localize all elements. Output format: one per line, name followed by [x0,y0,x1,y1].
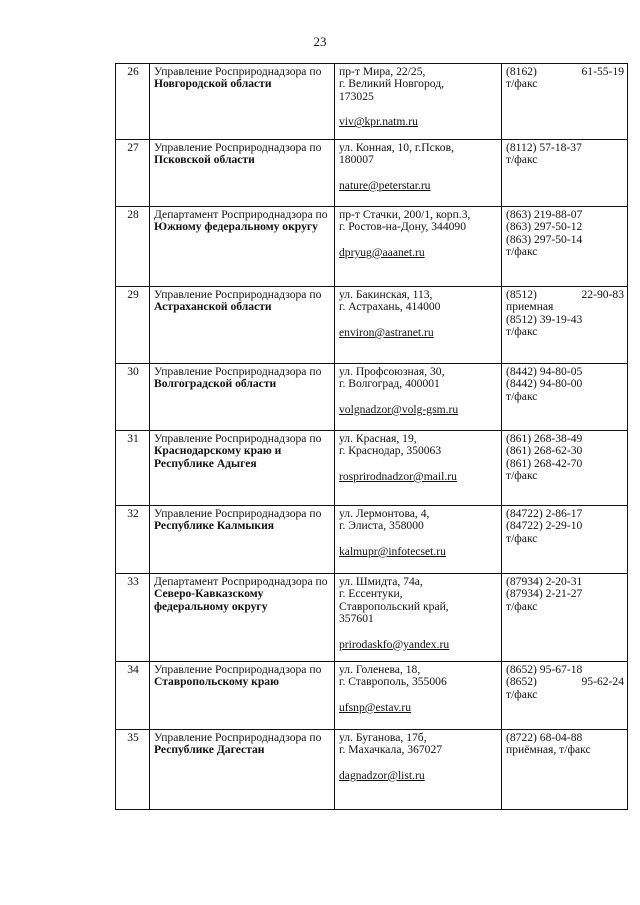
agency-name-connector: Росприроднадзора по [221,208,328,221]
phone-line: т/факс [506,599,538,613]
agency-name-connector: по [309,507,322,520]
address-cell [335,506,502,574]
address-line: ул. Голенева, 18, [339,663,421,676]
agency-name-cell [150,64,335,140]
email-link[interactable]: ufsnp@estav.ru [339,700,412,714]
row-number: 31 [116,431,150,506]
phone-number: 22-90-83 [581,288,624,301]
agency-name-cell [150,506,335,574]
email-link[interactable]: prirodaskfo@yandex.ru [339,637,450,651]
phone-line: т/факс [506,531,538,545]
agency-name-prefix: Управление Росприроднадзора [154,288,307,301]
address-cell [335,64,502,140]
phone-cell [502,431,628,506]
agency-name-connector: по [309,365,322,378]
address-line: ул. Бакинская, 113, [339,288,433,301]
phone-line: (861) 268-38-49 [506,432,583,445]
address-line: 180007 [339,153,374,167]
address-line: ул. Конная, 10, г.Псков, [339,141,454,154]
address-line: пр-т Стачки, 200/1, корп.3, [339,208,471,221]
phone-number: 95-62-24 [581,675,624,689]
email-link[interactable]: environ@astranet.ru [339,325,434,339]
table-row [116,506,628,574]
phone-line: (861) 268-62-30 [506,444,583,458]
agency-table [115,63,628,810]
address-line: г. Ставрополь, 355006 [339,675,447,689]
table-row [116,662,628,730]
email-link[interactable]: kalmupr@infotecset.ru [339,544,446,558]
phone-number: 61-55-19 [581,65,624,78]
phone-line: (84722) 2-29-10 [506,519,583,533]
page-number: 23 [313,34,327,49]
row-number: 34 [116,662,150,730]
table-row [116,431,628,506]
table-row [116,140,628,207]
table-row [116,207,628,287]
agency-name-cell [150,574,335,662]
agency-name-connector: по [309,663,322,676]
phone-line: т/факс [506,469,538,483]
phone-line: (87934) 2-20-31 [506,575,583,588]
agency-name-connector: по [309,65,322,78]
row-number: 30 [116,364,150,431]
agency-name-prefix: Департамент [154,208,219,221]
phone-line: (8512) 39-19-43 [506,312,583,326]
email-link[interactable]: nature@peterstar.ru [339,178,431,192]
phone-cell [502,64,628,140]
phone-code: (8652) [506,675,537,689]
agency-region: Новгородской области [154,77,272,91]
phone-cell [502,207,628,287]
phone-line: приемная [506,300,554,314]
agency-name-prefix: Управление Росприроднадзора [154,141,307,154]
address-line: г. Краснодар, 350063 [339,444,442,458]
table-row [116,730,628,810]
phone-cell [502,506,628,574]
phone-line: т/факс [506,153,538,167]
phone-line: т/факс [506,325,538,339]
agency-name-prefix: Управление Росприроднадзора [154,365,307,378]
phone-line: (8722) 68-04-88 [506,731,583,744]
phone-cell [502,140,628,207]
agency-name-connector: по [309,141,322,154]
phone-line: (8442) 94-80-05 [506,365,583,378]
row-number: 29 [116,287,150,364]
phone-line [506,676,624,688]
agency-region: Волгоградской области [154,377,277,391]
phone-line: (87934) 2-21-27 [506,587,583,601]
agency-name-prefix: Управление Росприроднадзора [154,65,307,78]
agency-name-cell [150,662,335,730]
address-line: ул. Красная, 19, [339,432,417,445]
address-line: 173025 [339,89,374,103]
table-row [116,64,628,140]
address-line: г. Волгоград, 400001 [339,377,440,391]
agency-name-connector: по [309,731,322,744]
agency-region: Ставропольскому краю [154,675,279,689]
table-row [116,287,628,364]
phone-line: т/факс [506,77,538,91]
row-number: 27 [116,140,150,207]
agency-name-prefix: Департамент Росприроднадзора [154,575,313,588]
address-line: 357601 [339,612,374,626]
agency-name-cell [150,364,335,431]
phone-code: (8162) [506,65,537,78]
address-line: г. Ростов-на-Дону, 344090 [339,220,467,234]
agency-name-prefix: Управление Росприроднадзора [154,507,307,520]
agency-name-cell [150,207,335,287]
agency-region: Северо-Кавказскому федеральному округу [154,587,268,613]
address-line: ул. Лермонтова, 4, [339,507,430,520]
table-row [116,574,628,662]
phone-code: (8512) [506,288,537,301]
phone-line: (8112) 57-18-37 [506,141,582,154]
agency-region: Псковской области [154,153,255,167]
address-line: пр-т Мира, 22/25, [339,65,426,78]
agency-name-cell [150,730,335,810]
phone-line: приёмная, т/факс [506,743,591,757]
agency-name-prefix: Управление Росприроднадзора [154,663,307,676]
email-link[interactable]: volgnadzor@volg-gsm.ru [339,402,459,416]
agency-region: Южному федеральному округу [154,220,318,234]
address-line: ул. Буганова, 17б, [339,731,427,744]
agency-region: Республике Калмыкия [154,519,275,533]
address-cell [335,364,502,431]
row-number: 28 [116,207,150,287]
address-line: г. Махачкала, 367027 [339,743,443,757]
email-link[interactable]: dpryug@aaanet.ru [339,245,425,259]
row-number: 33 [116,574,150,662]
phone-cell [502,662,628,730]
address-line: г. Элиста, 358000 [339,519,424,533]
address-cell [335,140,502,207]
phone-line: (8442) 94-80-00 [506,377,583,391]
address-line: Ставропольский край, [339,599,449,613]
row-number: 32 [116,506,150,574]
phone-line: (863) 219-88-07 [506,208,583,221]
agency-region: Астраханской области [154,300,272,314]
phone-line: т/факс [506,389,538,403]
phone-cell [502,287,628,364]
agency-name-prefix: Управление Росприроднадзора [154,731,307,744]
email-link[interactable]: rosprirodnadzor@mail.ru [339,469,457,483]
phone-line: (863) 297-50-12 [506,220,583,234]
agency-name-cell [150,287,335,364]
phone-cell [502,574,628,662]
email-link[interactable]: dagnadzor@list.ru [339,768,425,782]
email-link[interactable]: viv@kpr.natm.ru [339,115,418,129]
agency-name-connector: по [309,288,322,301]
phone-line: (8652) 95-67-18 [506,663,583,676]
address-cell [335,287,502,364]
agency-name-connector: по [309,432,322,445]
address-cell [335,207,502,287]
phone-cell [502,730,628,810]
phone-line: т/факс [506,245,538,259]
address-cell [335,730,502,810]
address-line: г. Великий Новгород, [339,77,445,91]
agency-name-cell [150,140,335,207]
address-cell [335,431,502,506]
agency-name-cell [150,431,335,506]
address-cell [335,574,502,662]
agency-name-prefix: Управление Росприроднадзора [154,432,307,445]
address-line: ул. Шмидта, 74а, [339,575,423,588]
phone-line: (863) 297-50-14 [506,232,583,246]
row-number: 35 [116,730,150,810]
phone-cell [502,364,628,431]
phone-line: (84722) 2-86-17 [506,507,583,520]
address-cell [335,662,502,730]
agency-name-connector: по [315,575,328,588]
address-line: ул. Профсоюзная, 30, [339,365,445,378]
phone-line: т/факс [506,687,538,701]
agency-region: Краснодарскому краю и Республике Адыгея [154,444,282,470]
row-number: 26 [116,64,150,140]
address-line: г. Астрахань, 414000 [339,300,441,314]
address-line: г. Ессентуки, [339,587,403,601]
agency-region: Республике Дагестан [154,743,265,757]
table-row [116,364,628,431]
phone-line: (861) 268-42-70 [506,456,583,470]
